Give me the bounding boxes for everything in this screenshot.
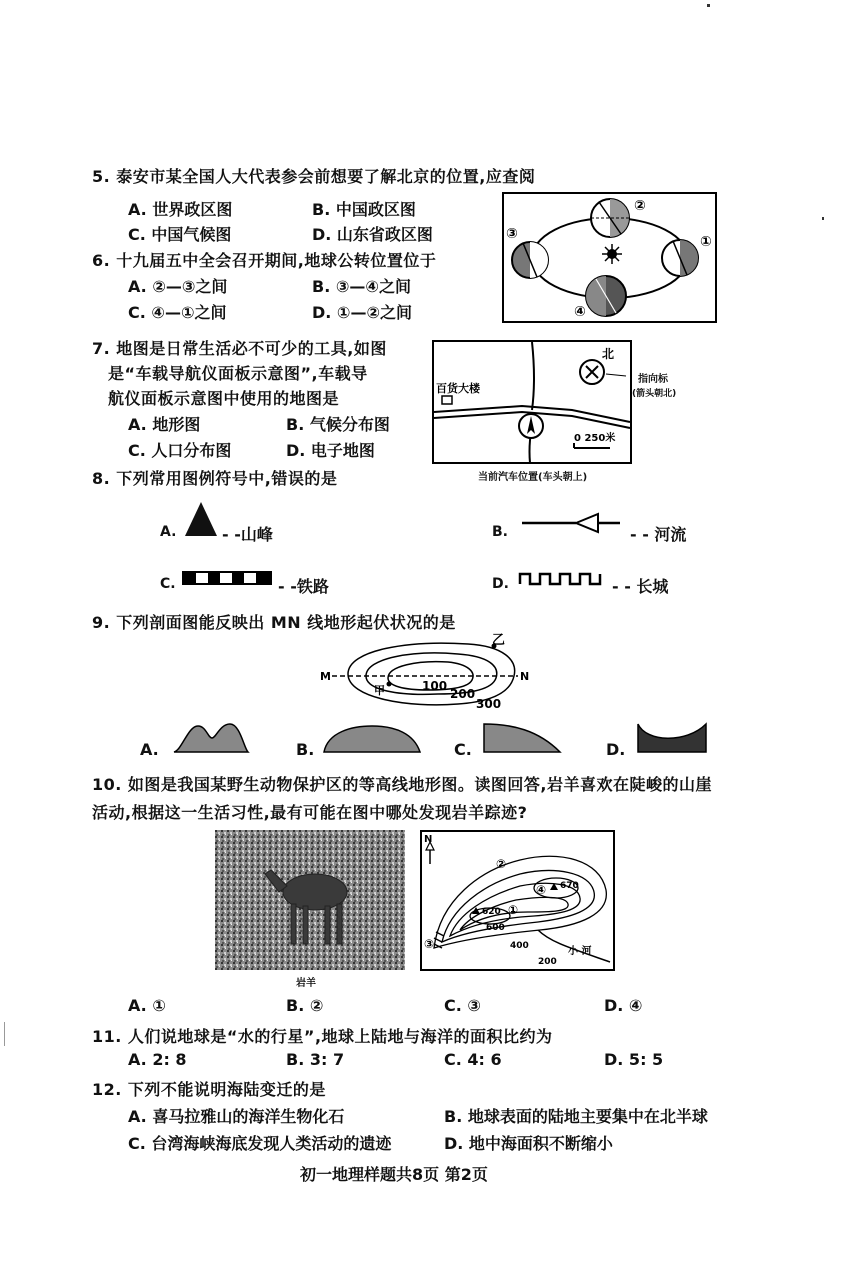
q12-option-b: B. 地球表面的陆地主要集中在北半球 (444, 1107, 708, 1126)
contour-200-label: 200 (450, 687, 476, 701)
orbit-label-1: ① (700, 234, 712, 250)
q6-stem: 6. 十九届五中全会召开期间,地球公转位置位于 (92, 251, 437, 270)
contour-200-label: 200 (538, 957, 557, 967)
q10-option-c: C. ③ (444, 996, 481, 1015)
q11-option-a: A. 2: 8 (128, 1050, 187, 1069)
mn-yi-label: 乙 (492, 633, 506, 648)
earth-orbit-diagram (502, 192, 718, 324)
marker-3: ③ (424, 937, 435, 951)
mn-contour-map (318, 632, 538, 714)
q8-stem: 8. 下列常用图例符号中,错误的是 (92, 469, 338, 488)
peak-symbol-icon (184, 500, 218, 538)
railway-symbol-icon (182, 570, 274, 586)
scale-label: 0 250米 (574, 433, 616, 444)
peak-620-label: 620 (482, 907, 501, 917)
marker-1: ① (508, 903, 519, 917)
north-label: N (424, 834, 433, 845)
pointer-label: 指向标 (638, 374, 668, 385)
q7-stem-line1: 7. 地图是日常生活必不可少的工具,如图 (92, 339, 387, 358)
q7-option-a: A. 地形图 (128, 415, 201, 434)
building-label: 百货大楼 (436, 382, 480, 395)
contour-100-label: 100 (422, 679, 448, 693)
q12-option-c: C. 台湾海峡海底发现人类活动的遗迹 (128, 1134, 392, 1153)
q5-option-b: B. 中国政区图 (312, 200, 416, 219)
peak-670-label: 670 (560, 881, 579, 891)
q8-d-letter: D. (492, 576, 509, 592)
great-wall-symbol-icon (518, 570, 606, 586)
q11-stem: 11. 人们说地球是“水的行星”,地球上陆地与海洋的面积比约为 (92, 1027, 553, 1046)
q10-option-d: D. ④ (604, 996, 643, 1015)
river-label: 小 河 (568, 946, 592, 957)
mn-n-label: N (520, 670, 530, 683)
q12-option-d: D. 地中海面积不断缩小 (444, 1134, 613, 1153)
pointer-note: (箭头朝北) (632, 389, 677, 399)
q7-option-b: B. 气候分布图 (286, 415, 390, 434)
q6-option-b: B. ③—④之间 (312, 277, 411, 296)
car-position-caption: 当前汽车位置(车头朝上) (478, 472, 588, 483)
rock-sheep-photo (215, 830, 405, 970)
q8-c-text: - -铁路 (278, 577, 329, 596)
q10-option-b: B. ② (286, 996, 324, 1015)
q12-option-a: A. 喜马拉雅山的海洋生物化石 (128, 1107, 345, 1126)
building-icon (442, 396, 452, 404)
profile-d (636, 720, 708, 754)
orbit-label-4: ④ (574, 304, 586, 320)
q9-stem: 9. 下列剖面图能反映出 MN 线地形起伏状况的是 (92, 613, 456, 632)
q7-stem-line2: 是“车载导航仪面板示意图”,车载导 (108, 364, 368, 383)
q5-stem: 5. 泰安市某全国人大代表参会前想要了解北京的位置,应查阅 (92, 167, 536, 186)
q10-stem-line1: 10. 如图是我国某野生动物保护区的等高线地形图。读图回答,岩羊喜欢在陡峻的山崖 (92, 775, 712, 794)
q5-option-a: A. 世界政区图 (128, 200, 233, 219)
profile-b (322, 722, 422, 754)
orbit-label-3: ③ (506, 226, 518, 242)
q8-a-text: - -山峰 (222, 525, 273, 544)
profile-c (482, 720, 562, 754)
earth-icon (591, 199, 629, 237)
q10-stem-line2: 活动,根据这一生活习性,最有可能在图中哪处发现岩羊踪迹? (92, 803, 528, 822)
q8-c-letter: C. (160, 576, 176, 592)
river-symbol-icon (520, 510, 622, 536)
mn-jia-label: 甲 (374, 684, 385, 697)
nature-reserve-contour-map (420, 830, 616, 972)
q5-option-c: C. 中国气候图 (128, 225, 232, 244)
q11-option-b: B. 3: 7 (286, 1050, 345, 1069)
contour-400-label: 400 (510, 941, 529, 951)
q9-option-c: C. (454, 740, 472, 759)
q7-option-c: C. 人口分布图 (128, 441, 232, 460)
q8-d-text: - - 长城 (612, 577, 669, 596)
scan-speck (822, 217, 824, 220)
earth-icon (586, 276, 626, 316)
orbit-label-2: ② (634, 198, 646, 214)
q12-stem: 12. 下列不能说明海陆变迁的是 (92, 1080, 326, 1099)
q11-option-c: C. 4: 6 (444, 1050, 502, 1069)
q6-option-d: D. ①—②之间 (312, 303, 413, 322)
q7-option-d: D. 电子地图 (286, 441, 375, 460)
q7-stem-line3: 航仪面板示意图中使用的地图是 (108, 389, 340, 408)
q9-option-b: B. (296, 740, 315, 759)
mn-m-label: M (320, 670, 331, 683)
photo-caption: 岩羊 (296, 978, 316, 989)
q9-option-a: A. (140, 740, 159, 759)
q8-b-letter: B. (492, 524, 508, 540)
q9-option-d: D. (606, 740, 626, 759)
marker-4: ④ (536, 883, 547, 897)
q6-option-c: C. ④—①之间 (128, 303, 227, 322)
profile-a (172, 720, 250, 754)
q8-a-letter: A. (160, 524, 177, 540)
marker-2: ② (496, 857, 507, 871)
q11-option-d: D. 5: 5 (604, 1050, 664, 1069)
scan-speck (707, 4, 710, 7)
earth-icon (662, 240, 698, 276)
scan-speck (4, 1022, 5, 1046)
contour-300-label: 300 (476, 697, 502, 711)
q8-b-text: - - 河流 (630, 525, 687, 544)
q6-option-a: A. ②—③之间 (128, 277, 228, 296)
contour-600-label: 600 (486, 923, 505, 933)
q5-option-d: D. 山东省政区图 (312, 225, 433, 244)
q10-option-a: A. ① (128, 996, 166, 1015)
earth-icon (512, 242, 548, 278)
navigation-map (432, 340, 634, 466)
north-label: 北 (602, 347, 615, 361)
page-footer: 初一地理样题共8页 第2页 (300, 1165, 488, 1184)
